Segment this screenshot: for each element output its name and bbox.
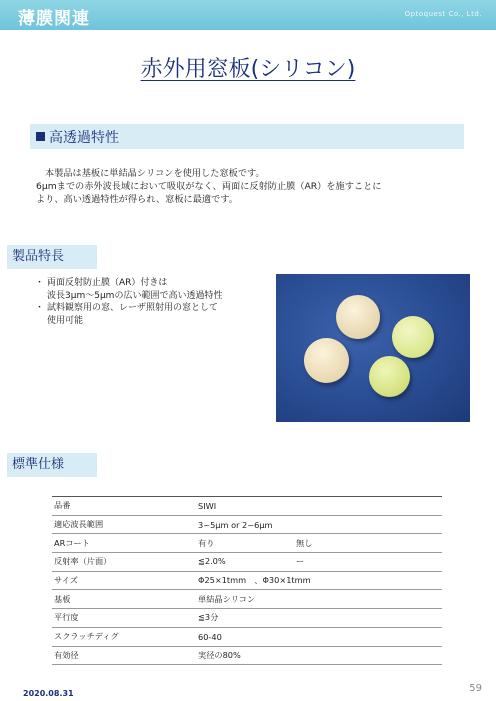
spec-heading-label: 標準仕様 [12, 457, 65, 472]
feature-line: 使用可能 [47, 315, 84, 326]
intro-line: 本製品は基板に単結晶シリコンを使用した窓板です。 [45, 168, 265, 179]
square-bullet-icon [36, 132, 45, 141]
spec-key: 有効径 [52, 646, 196, 665]
spec-key: スクラッチディグ [52, 627, 196, 646]
spec-key: 品番 [52, 497, 196, 516]
spec-value-uncoated: ー [296, 556, 305, 567]
spec-value-coated: ≦2.0% [198, 556, 226, 567]
spec-key: 基板 [52, 590, 196, 609]
features-heading-label: 製品特長 [12, 249, 65, 264]
spec-value: 60-40 [196, 627, 442, 646]
intro-paragraph [36, 167, 466, 206]
intro-line: より、高い透過特性が得られ、窓板に最適です。 [36, 194, 238, 205]
intro-line: 6μmまでの赤外波長域において吸収がなく、両面に反射防止膜（AR）を施すことに [36, 181, 382, 192]
spec-value: 3~5μm or 2~6μm [196, 515, 442, 534]
table-row [52, 609, 442, 628]
list-item [35, 302, 270, 327]
spec-value-coated: 有り [198, 537, 215, 548]
table-row [52, 497, 442, 516]
features-heading [7, 245, 97, 269]
section-title: 高透過特性 [49, 130, 119, 146]
spec-key: 反射率（片面） [52, 553, 196, 572]
spec-value: SIWI [196, 497, 442, 516]
features-list [35, 277, 270, 327]
spec-heading [7, 453, 97, 477]
feature-line: 両面反射防止膜（AR）付きは [47, 278, 168, 288]
spec-key: 適応波長範囲 [52, 515, 196, 534]
spec-value [196, 553, 442, 572]
spec-value: 実径の80% [196, 646, 442, 665]
section-banner [30, 124, 464, 149]
coated-window-disc [392, 316, 434, 358]
spec-value: Φ25×1tmm 、Φ30×1tmm [196, 571, 442, 590]
uncoated-window-disc [336, 295, 380, 339]
company-name: Optoquest Co., Ltd. [404, 10, 482, 18]
feature-line: 試料観察用の窓、レーザ照射用の窓として [47, 303, 219, 313]
table-row [52, 553, 442, 572]
page-number: 59 [469, 683, 482, 694]
spec-key: 平行度 [52, 609, 196, 628]
table-row [52, 571, 442, 590]
spec-key: ARコート [52, 534, 196, 553]
product-photo [276, 274, 470, 422]
spec-key: サイズ [52, 571, 196, 590]
spec-table [52, 496, 442, 665]
table-row [52, 534, 442, 553]
uncoated-window-disc [304, 338, 349, 383]
coated-window-disc [369, 356, 410, 397]
spec-value [196, 534, 442, 553]
spec-value: ≦3分 [196, 609, 442, 628]
spec-value-uncoated: 無し [296, 537, 313, 548]
table-row [52, 646, 442, 665]
bullet-icon: ・ [35, 278, 45, 288]
category-label: 薄膜関連 [18, 9, 90, 29]
table-row [52, 590, 442, 609]
list-item [35, 277, 270, 302]
table-row [52, 627, 442, 646]
feature-line: 波長3μm～5μmの広い範囲で高い透過特性 [47, 290, 223, 301]
header-bar [0, 0, 496, 30]
bullet-icon: ・ [35, 303, 45, 313]
spec-value: 単結晶シリコン [196, 590, 442, 609]
publish-date: 2020.08.31 [23, 689, 74, 698]
page-title: 赤外用窓板(シリコン) [140, 57, 356, 82]
table-row [52, 515, 442, 534]
